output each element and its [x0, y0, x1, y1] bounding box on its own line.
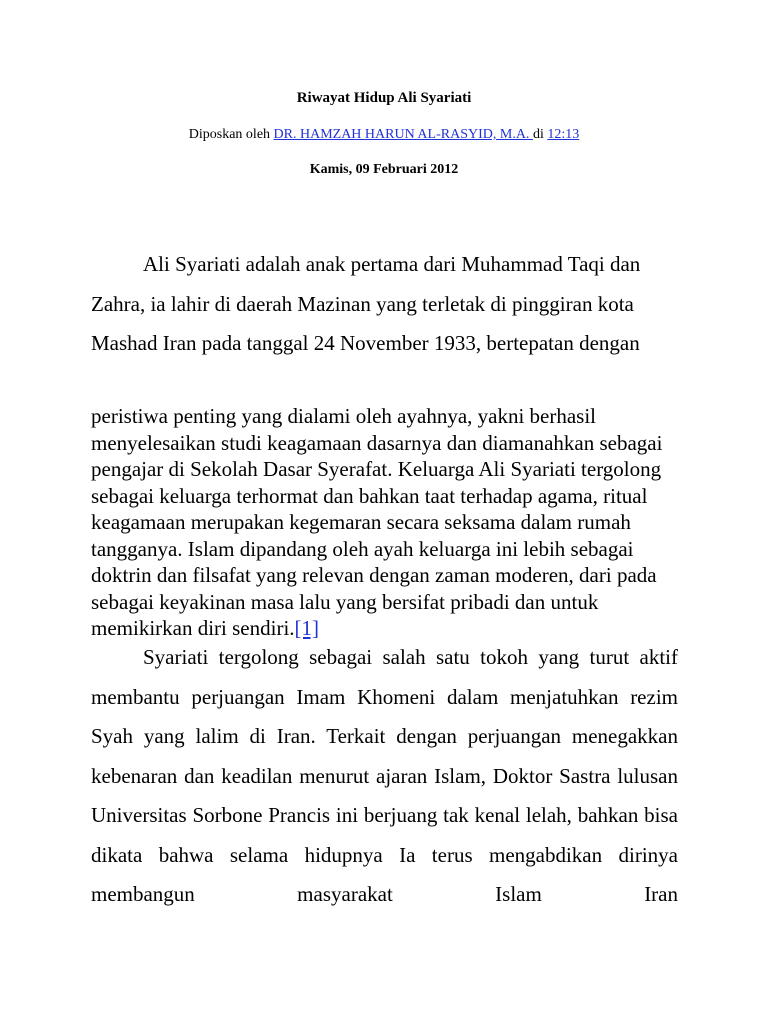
post-date: Kamis, 09 Februari 2012 [309, 162, 459, 177]
paragraph-1 [91, 245, 678, 364]
page-title: Riwayat Hidup Ali Syariati [296, 90, 472, 106]
paragraph-3-text: Syariati tergolong sebagai salah satu tokoh yang turut aktif membantu perjuangan Imam Khomeni dalam menjatuhkan rezim Syah yang lalim di Iran. Terkait dengan perjuangan menegakkan kebenaran dan keadilan menurut ajaran Islam, Doktor Sastra lulusan Universitas Sorbone Prancis ini berjuang tak kenal lelah, bahkan bisa dikata bahwa selama hidupnya Ia terus mengabdikan dirinya membangun masyarakat Islam Iran [91, 645, 678, 906]
byline-middle: di [532, 127, 548, 142]
paragraph-2 [91, 403, 678, 642]
post-byline [0, 127, 768, 143]
byline-prefix: Diposkan oleh [188, 127, 274, 142]
paragraph-1-text: Ali Syariati adalah anak pertama dari Muhammad Taqi dan Zahra, ia lahir di daerah Mazinan yang terletak di pinggiran kota Mashad Iran pada tanggal 24 November 1933, bertepatan dengan [91, 252, 641, 355]
paragraph-2-text: peristiwa penting yang dialami oleh ayahnya, yakni berhasil menyelesaikan studi keagamaan dasarnya dan diamanahkan sebagai pengajar di Sekolah Dasar Syerafat. Keluarga Ali Syariati tergolong sebagai keluarga terhormat dan bahkan taat terhadap agama, ritual keagamaan merupakan kegemaran secara seksama dalam rumah tangganya. Islam dipandang oleh ayah keluarga ini lebih sebagai doktrin dan filsafat yang relevan dengan zaman moderen, dari pada sebagai keyakinan masa lalu yang bersifat pribadi dan untuk memikirkan diri sendiri. [91, 404, 663, 640]
author-link[interactable]: DR. HAMZAH HARUN AL-RASYID, M.A. [273, 127, 533, 142]
footnote-link[interactable]: [1] [294, 616, 320, 640]
paragraph-3 [91, 638, 678, 954]
post-time-link[interactable]: 12:13 [547, 127, 580, 142]
